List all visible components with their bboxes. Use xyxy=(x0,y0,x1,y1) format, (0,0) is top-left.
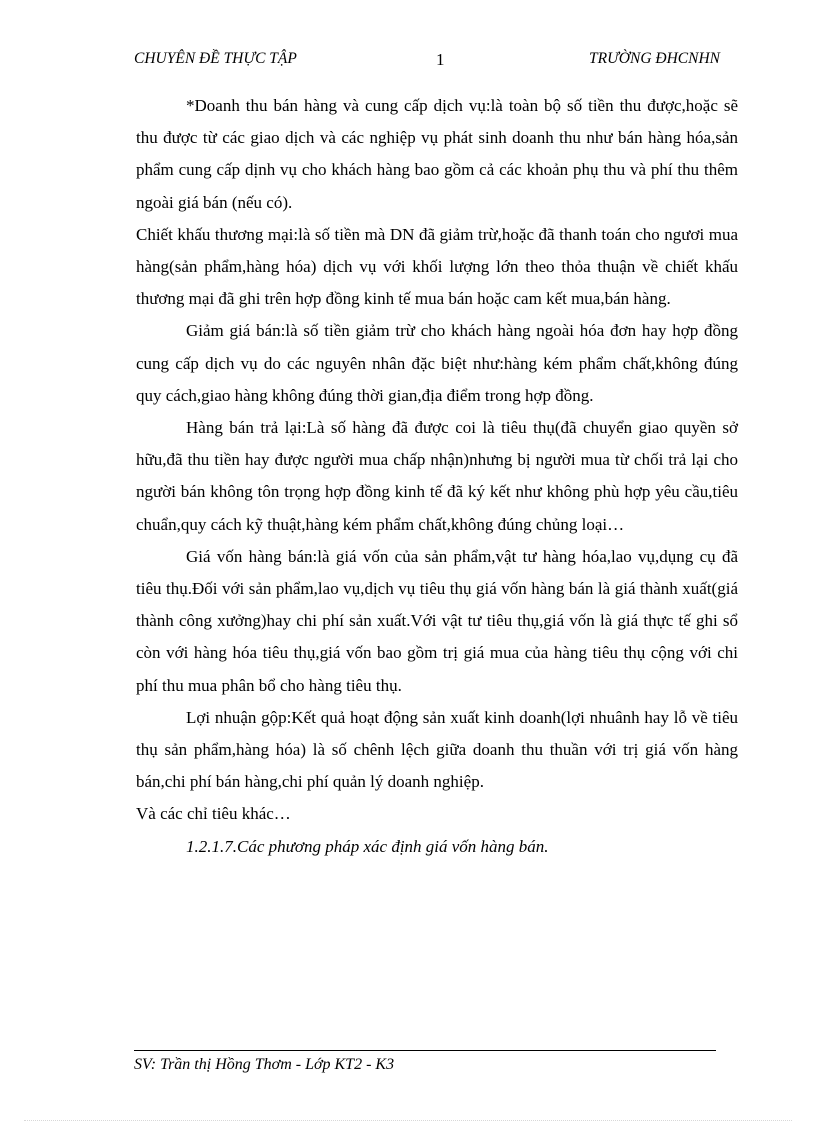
page-number: 1 xyxy=(436,50,445,69)
paragraph-price-reduction: Giảm giá bán:là số tiền giảm trừ cho khách hàng ngoài hóa đơn hay hợp đồng cung cấp dịch vụ do các nguyên nhân đặc biệt như:hàng kém phẩm chất,không đúng quy cách,giao hàng không đúng thời gian,địa điểm trong hợp đồng. xyxy=(136,321,738,405)
footer-divider xyxy=(134,1050,716,1051)
header-title-left: CHUYÊN ĐỀ THỰC TẬP xyxy=(134,50,297,67)
page-header xyxy=(134,46,720,72)
page-footer: SV: Trần thị Hồng Thơm - Lớp KT2 - K3 xyxy=(134,1056,395,1073)
paragraph-revenue: *Doanh thu bán hàng và cung cấp dịch vụ:là toàn bộ số tiền thu được,hoặc sẽ thu được từ các giao dịch và các nghiệp vụ phát sinh doanh thu như bán hàng hóa,sản phẩm cung cấp dịnh vụ cho khách hàng bao gồm cả các khoản phụ thu và phí thu thêm ngoài giá bán (nếu có). xyxy=(136,96,738,212)
paragraph-cost-of-goods: Giá vốn hàng bán:là giá vốn của sản phẩm,vật tư hàng hóa,lao vụ,dụng cụ đã tiêu thụ.Đối với sản phẩm,lao vụ,dịch vụ tiêu thụ giá vốn hàng bán là giá thành xuất(giá thành công xưởng)hay chi phí sản xuất.Với vật tư tiêu thụ,giá vốn là giá thực tế ghi sổ còn với hàng hóa tiêu thụ,giá vốn bao gồm trị giá mua của hàng tiêu thụ cộng với chi phí thu mua phân bổ cho hàng tiêu thụ. xyxy=(136,546,738,695)
paragraph-sales-returns: Hàng bán trả lại:Là số hàng đã được coi là tiêu thụ(đã chuyển giao quyền sở hữu,đã thu tiền hay được người mua chấp nhận)nhưng bị người mua từ chối trả lại cho người bán không tôn trọng hợp đồng kinh tế đã ký kết như không phù hợp yêu cầu,tiêu chuẩn,quy cách kỹ thuật,hàng kém phẩm chất,không đúng chủng loại… xyxy=(136,418,738,534)
paragraph-gross-profit: Lợi nhuận gộp:Kết quả hoạt động sản xuất kinh doanh(lợi nhuânh hay lỗ về tiêu thụ sản phẩm,hàng hóa) là số chênh lệch giữa doanh thu thuần với trị giá vốn hàng bán,chi phí bán hàng,chi phí quản lý doanh nghiệp. xyxy=(136,707,738,792)
page-bottom-edge xyxy=(24,1120,792,1121)
section-heading: 1.2.1.7.Các phương pháp xác định giá vốn hàng bán. xyxy=(186,836,549,856)
paragraph-trade-discount: Chiết khấu thương mại:là số tiền mà DN đã giảm trừ,hoặc đã thanh toán cho ngươi mua hàng(sản phẩm,hàng hóa) dịch vụ với khối lượng lớn theo thỏa thuận về chiết khấu thương mại đã ghi trên hợp đồng kinh tế mua bán hoặc cam kết mua,bán hàng. xyxy=(136,224,738,309)
document-body xyxy=(136,90,738,863)
paragraph-other-indicators: Và các chỉ tiêu khác… xyxy=(136,804,291,824)
header-title-right: TRƯỜNG ĐHCNHN xyxy=(589,50,720,67)
